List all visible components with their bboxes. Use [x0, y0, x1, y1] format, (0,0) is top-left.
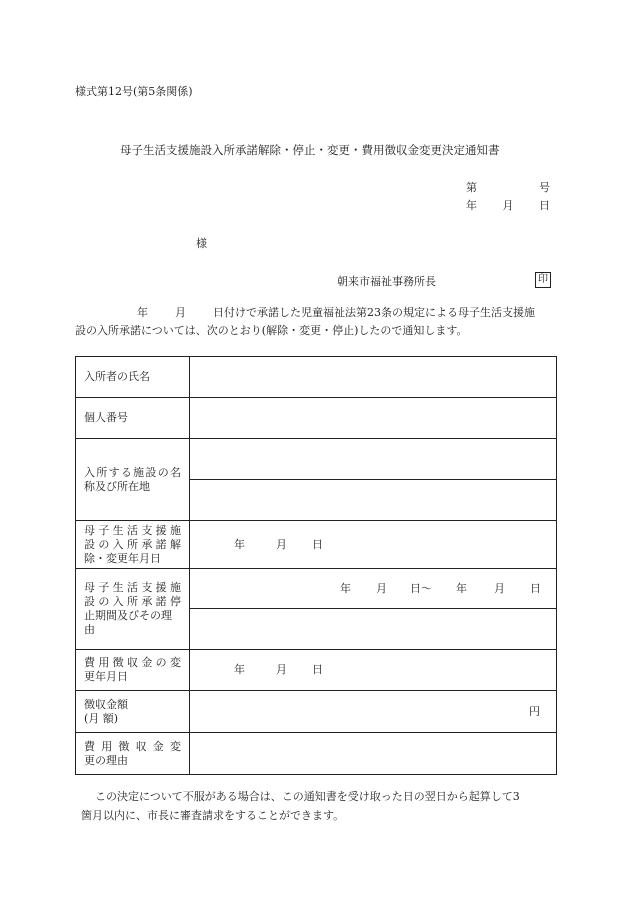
table-row	[76, 733, 557, 775]
table-row	[76, 521, 557, 569]
document-date-row	[466, 199, 550, 213]
suspend-start-year: 年	[340, 581, 351, 595]
facility-address-value	[190, 480, 557, 521]
fee-change-label-line1: 費用徴収金の変	[84, 656, 181, 669]
facility-label	[76, 439, 190, 521]
fee-amount-label-line1: 徴収金額	[84, 697, 128, 711]
body-day: 日	[213, 306, 224, 319]
cancel-label-line3: 除・変更年月日	[84, 551, 161, 565]
body-month: 月	[175, 306, 186, 319]
facility-label-line1: 入所する施設の名	[84, 465, 181, 479]
fee-amount-label-line2: (月 額)	[84, 711, 119, 725]
resident-name-label: 入所者の氏名	[76, 357, 190, 398]
fee-change-date-value	[190, 650, 557, 691]
body-year: 年	[137, 306, 148, 319]
suspend-start-day: 日〜	[410, 581, 432, 595]
table-row	[76, 691, 557, 733]
fee-change-label-line2: 更年月日	[84, 670, 128, 683]
cancel-date-day: 日	[312, 537, 323, 551]
fee-change-month: 月	[276, 663, 287, 676]
fee-amount-value: 円	[190, 691, 557, 733]
fee-reason-label-line2: 更の理由	[84, 753, 128, 767]
fee-change-year: 年	[234, 663, 245, 676]
personal-number-value	[190, 398, 557, 439]
seal-mark: 印	[535, 272, 551, 288]
facility-name-value	[190, 439, 557, 480]
fee-amount-label	[76, 691, 190, 733]
suspend-label-line2: 設の入所承諾停	[84, 595, 181, 608]
table-row	[76, 569, 557, 609]
table-row	[76, 650, 557, 691]
facility-label-line2: 称及び所在地	[84, 479, 150, 493]
number-prefix: 第	[466, 181, 477, 194]
body-text	[75, 304, 557, 340]
suspend-label-line1: 母子生活支援施	[84, 581, 181, 594]
suspend-end-year: 年	[456, 581, 467, 595]
suspend-end-day: 日	[530, 581, 541, 595]
form-number: 様式第12号(第5条関係)	[75, 85, 193, 98]
fee-reason-value	[190, 733, 557, 775]
appeal-notice-line1: この決定について不服がある場合は、この通知書を受け取った日の翌日から起算して3	[95, 790, 520, 803]
cancel-date-year: 年	[234, 537, 245, 551]
fee-change-label	[76, 650, 190, 691]
cancel-date-month: 月	[276, 537, 287, 551]
fee-change-day: 日	[312, 663, 323, 676]
number-suffix: 号	[539, 181, 550, 194]
table-row	[76, 398, 557, 439]
suspend-period-value	[190, 569, 557, 609]
body-text-line2: 設の入所承諾については、次のとおり(解除・変更・停止)したので通知します。	[75, 324, 468, 337]
suspend-reason-value	[190, 609, 557, 650]
cancel-label-line1: 母子生活支援施	[84, 523, 181, 537]
personal-number-label: 個人番号	[76, 398, 190, 439]
cancel-label	[76, 521, 190, 569]
document-title: 母子生活支援施設入所承諾解除・停止・変更・費用徴収金変更決定通知書	[120, 143, 500, 157]
table-row	[76, 357, 557, 398]
suspend-end-month: 月	[494, 581, 505, 595]
suspend-label-line4: 由	[84, 623, 95, 636]
resident-name-value	[190, 357, 557, 398]
document-number-row	[466, 181, 550, 195]
suspend-label	[76, 569, 190, 650]
appeal-notice	[75, 787, 557, 825]
suspend-start-month: 月	[376, 581, 387, 595]
notification-table	[75, 356, 557, 775]
issuer-name: 朝来市福祉事務所長	[337, 275, 436, 288]
date-day: 日	[539, 199, 550, 212]
cancel-label-line2: 設の入所承諾解	[84, 537, 181, 551]
appeal-notice-line2: 箇月以内に、市長に審査請求をすることができます。	[81, 809, 345, 822]
recipient-honorific: 様	[196, 237, 207, 250]
fee-reason-label	[76, 733, 190, 775]
body-text-line1	[75, 304, 557, 322]
body-text-line1-tail: 付けで承諾した児童福祉法第23条の規定による母子生活支援施	[224, 306, 535, 319]
date-month: 月	[502, 199, 514, 212]
date-year: 年	[466, 199, 477, 212]
cancel-date-value	[190, 521, 557, 569]
table-row	[76, 439, 557, 480]
suspend-label-line3: 止期間及びその理	[84, 609, 172, 622]
fee-reason-label-line1: 費用徴収金変	[84, 739, 181, 753]
